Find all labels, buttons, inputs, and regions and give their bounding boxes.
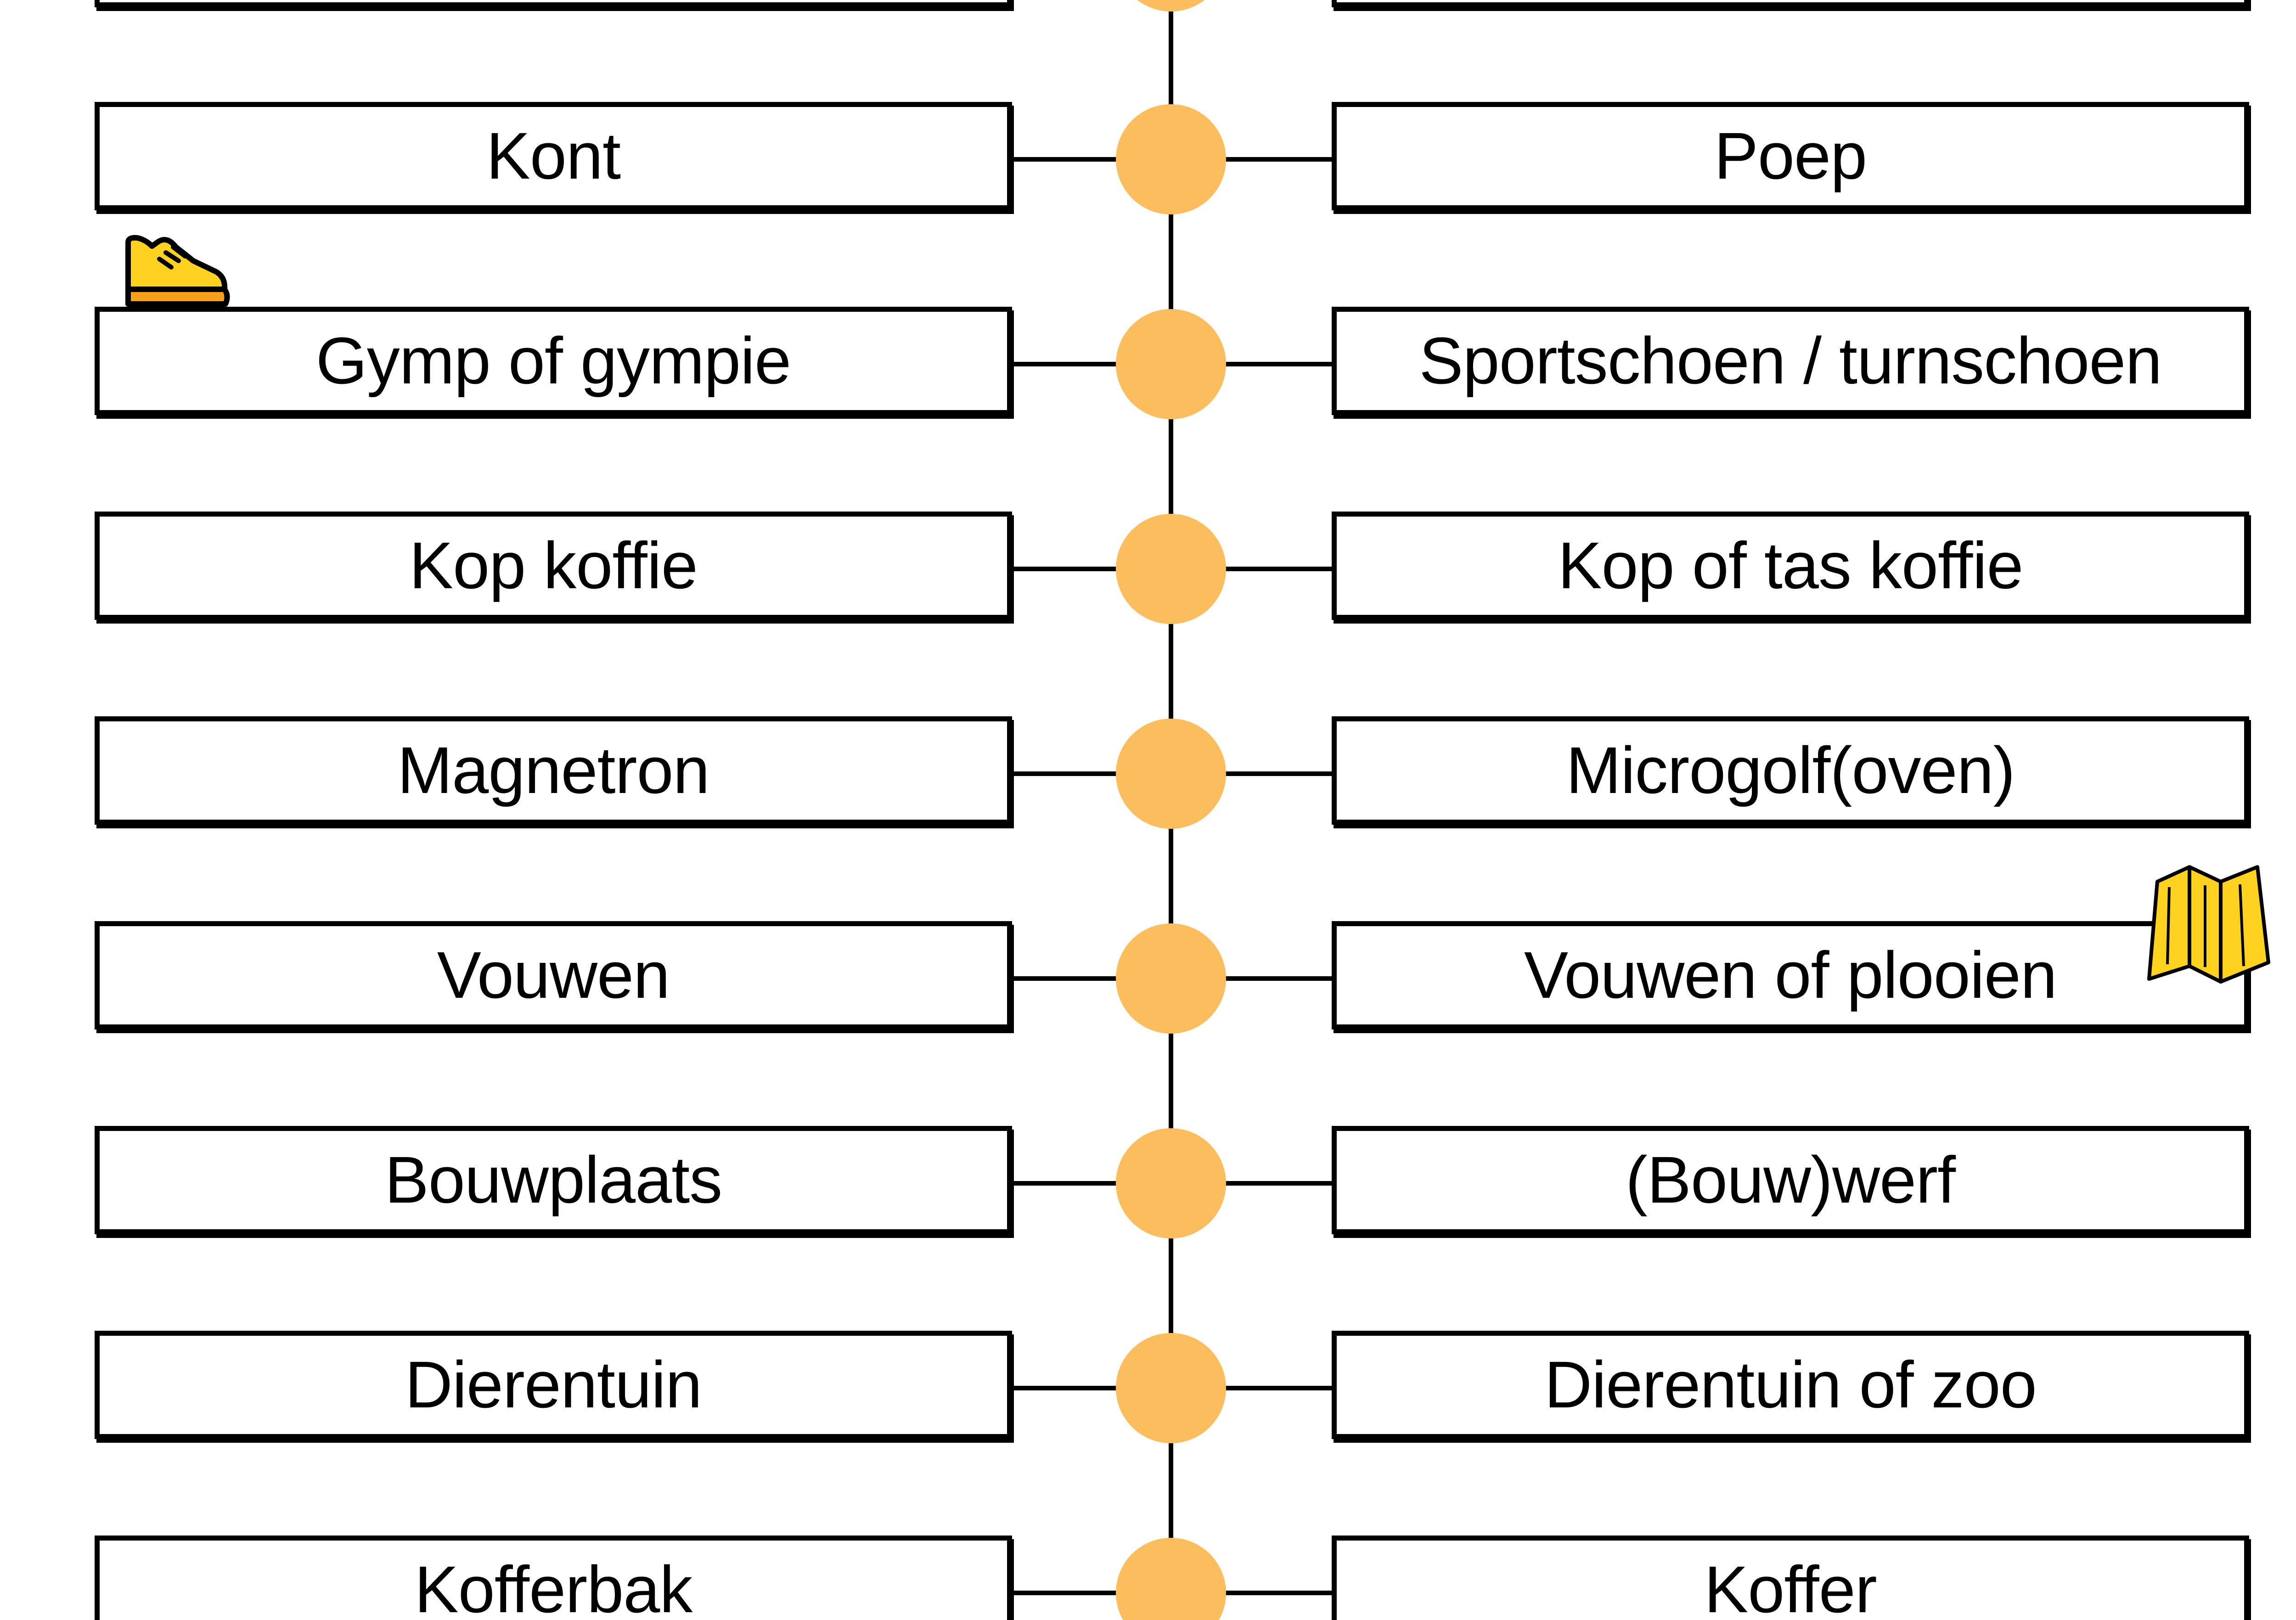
left-term-box — [95, 921, 1012, 1029]
right-term-text: Koffer — [1704, 1552, 1877, 1620]
right-term-text: Kop of tas koffie — [1558, 529, 2023, 602]
right-term-text: Sportschoen / turnschoen — [1419, 324, 2162, 398]
right-term-text: Microgolf(oven) — [1566, 733, 2015, 807]
right-term-box — [1332, 1331, 2249, 1439]
right-term-box — [1332, 0, 2249, 7]
folded-map-icon — [2144, 859, 2278, 992]
right-term-text: Poep — [1714, 119, 1867, 193]
left-term-text: Vouwen — [437, 938, 670, 1012]
left-term-text: Kop koffie — [409, 529, 698, 602]
left-term-box — [95, 1126, 1012, 1234]
right-term-box — [1332, 102, 2249, 210]
term-pair-row — [0, 102, 2296, 217]
node-circle — [1116, 1538, 1226, 1620]
right-term-text: Vouwen of plooien — [1524, 938, 2057, 1012]
left-term-text: Kofferbak — [414, 1552, 692, 1620]
term-pair-row — [0, 307, 2296, 422]
right-term-box — [1332, 1536, 2249, 1620]
sneaker-icon — [122, 230, 232, 312]
left-term-text: Gymp of gympie — [315, 324, 791, 398]
node-circle — [1116, 0, 1226, 11]
node-circle — [1116, 514, 1226, 624]
term-pair-row — [0, 716, 2296, 831]
right-term-box — [1332, 1126, 2249, 1234]
term-pair-row — [0, 0, 2296, 14]
right-term-text: Dierentuin of zoo — [1544, 1348, 2037, 1422]
left-term-box — [95, 307, 1012, 415]
left-term-text: Bouwplaats — [384, 1143, 722, 1217]
left-term-box — [95, 716, 1012, 825]
node-circle — [1116, 1128, 1226, 1238]
left-term-box — [95, 1536, 1012, 1620]
right-term-box — [1332, 716, 2249, 825]
node-circle — [1116, 309, 1226, 419]
right-term-box — [1332, 307, 2249, 415]
term-pair-row — [0, 512, 2296, 626]
node-circle — [1116, 719, 1226, 829]
left-term-box — [95, 512, 1012, 620]
term-pair-row — [0, 1331, 2296, 1446]
right-term-box — [1332, 921, 2249, 1029]
term-pair-row — [0, 1536, 2296, 1620]
left-term-box — [95, 1331, 1012, 1439]
left-term-box — [95, 0, 1012, 7]
node-circle — [1116, 923, 1226, 1034]
term-pair-row — [0, 921, 2296, 1036]
left-term-text: Dierentuin — [405, 1348, 702, 1422]
left-term-text: Kont — [486, 119, 621, 193]
node-circle — [1116, 1333, 1226, 1443]
term-pair-row — [0, 1126, 2296, 1241]
left-term-box — [95, 102, 1012, 210]
right-term-text: (Bouw)werf — [1625, 1143, 1956, 1217]
left-term-text: Magnetron — [397, 733, 709, 807]
right-term-box — [1332, 512, 2249, 620]
node-circle — [1116, 104, 1226, 214]
